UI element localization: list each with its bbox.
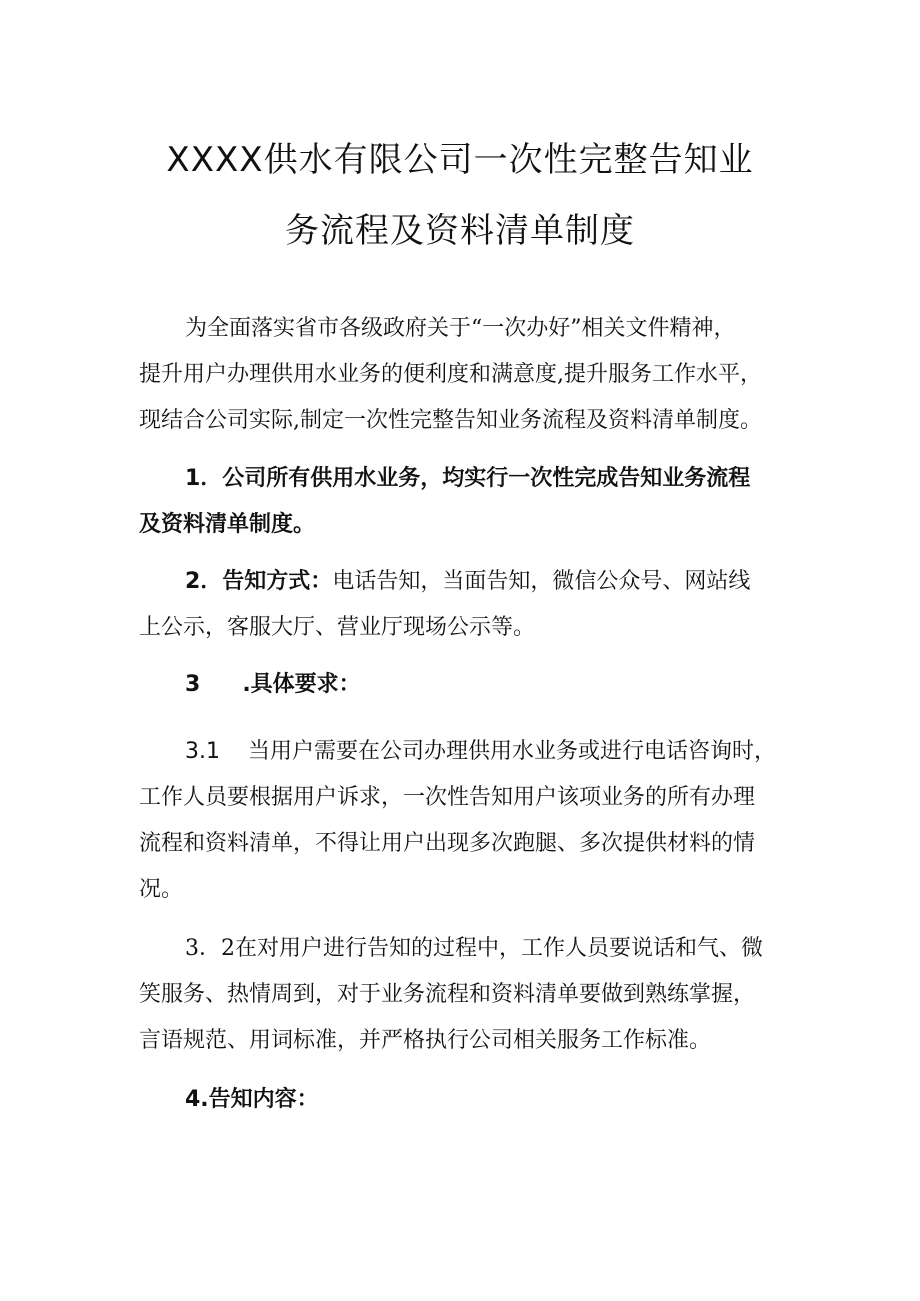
item-1-line-1: 1．公司所有供用水业务，均实行一次性完成告知业务流程 xyxy=(185,466,751,491)
item-3-1-line-1 xyxy=(139,729,787,775)
item-1-paragraph xyxy=(139,456,787,548)
item-3-1-text: 当用户需要在公司办理供用水业务或进行电话咨询时， xyxy=(248,739,777,764)
item-3-2-line-3: 言语规范、用词标准，并严格执行公司相关服务工作标准。 xyxy=(139,1028,712,1053)
item-3-heading xyxy=(139,662,787,708)
item-3-1-line-4: 况。 xyxy=(139,877,184,902)
item-3-2-paragraph xyxy=(139,926,787,1064)
item-3-1-line-2: 工作人员要根据用户诉求，一次性告知用户该项业务的所有办理 xyxy=(139,785,756,810)
intro-line-3: 现结合公司实际,制定一次性完整告知业务流程及资料清单制度。 xyxy=(139,408,762,433)
item-3-label: .具体要求： xyxy=(242,672,361,697)
item-3-line xyxy=(139,662,787,708)
item-2-text: 电话告知，当面告知，微信公众号、网站线 xyxy=(332,569,751,594)
item-1-line-2: 及资料清单制度。 xyxy=(139,512,316,537)
document-title-line-1: XXXX供水有限公司一次性完整告知业 xyxy=(166,140,754,180)
item-3-1-line-3: 流程和资料清单，不得让用户出现多次跑腿、多次提供材料的情 xyxy=(139,831,756,856)
intro-line-1: 为全面落实省市各级政府关于“一次办好”相关文件精神， xyxy=(185,316,736,341)
item-3-2-line-2: 笑服务、热情周到，对于业务流程和资料清单要做到熟练掌握， xyxy=(139,982,756,1007)
item-2-label: 2．告知方式： xyxy=(185,569,333,594)
intro-line-2: 提升用户办理供用水业务的便利度和满意度,提升服务工作水平， xyxy=(139,362,762,387)
item-4-heading xyxy=(139,1077,787,1123)
intro-paragraph xyxy=(139,306,787,444)
item-4-label: 4.告知内容： xyxy=(185,1087,319,1112)
document-title-line-2: 务流程及资料清单制度 xyxy=(285,211,635,251)
item-3-number: 3 xyxy=(185,672,201,697)
item-2-line-1 xyxy=(139,559,787,605)
item-3-1-number: 3.1 xyxy=(185,739,220,764)
item-2-paragraph xyxy=(139,559,787,651)
item-3-1-paragraph xyxy=(139,729,787,913)
item-3-2-line-1: 3．2在对用户进行告知的过程中，工作人员要说话和气、微 xyxy=(185,936,763,961)
item-2-line-2: 上公示，客服大厅、营业厅现场公示等。 xyxy=(139,615,536,640)
